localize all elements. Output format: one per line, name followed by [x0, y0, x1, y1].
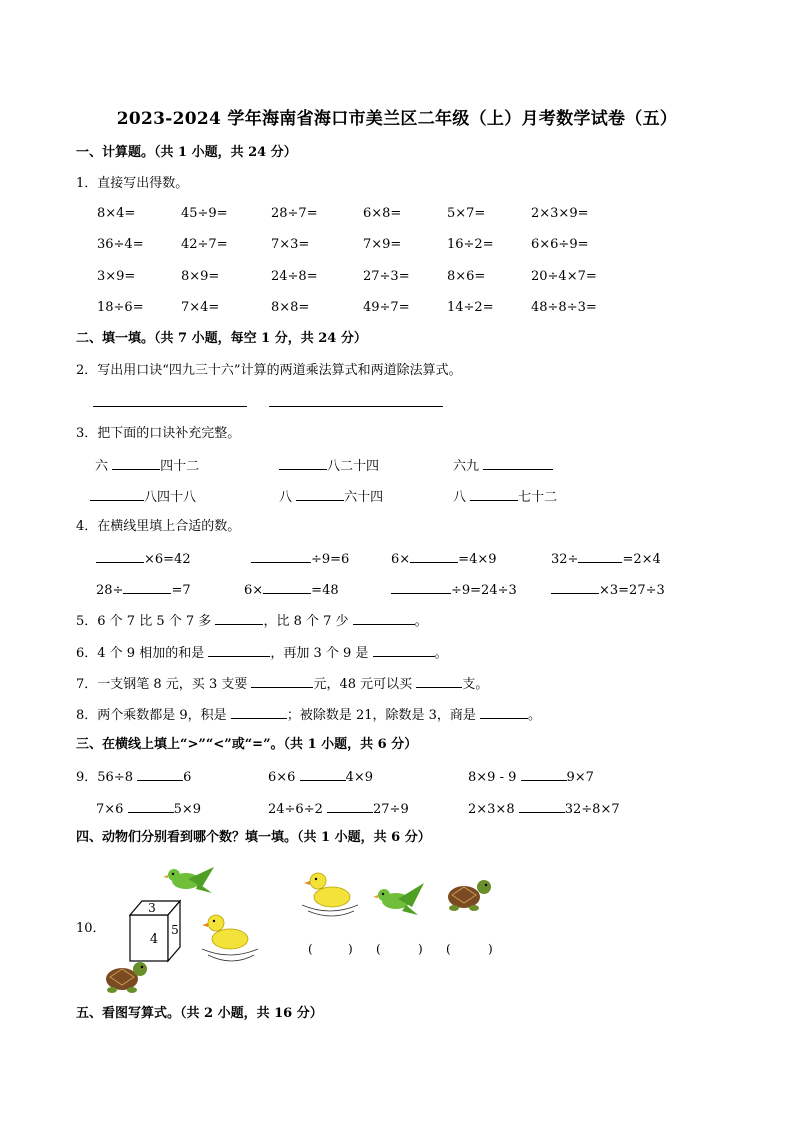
q7-line	[76, 675, 488, 693]
calc-item: 8×8=	[271, 300, 310, 315]
q3-item	[453, 457, 553, 475]
calc-item: 6×8=	[363, 206, 402, 221]
calc-item: 49÷7=	[363, 300, 410, 315]
text: 四十二	[160, 459, 200, 474]
blank[interactable]	[96, 550, 144, 563]
blank[interactable]	[112, 457, 160, 470]
text: 6×6	[268, 770, 296, 785]
text: 。	[434, 646, 448, 661]
answer-line[interactable]	[93, 406, 247, 407]
blank[interactable]	[215, 612, 263, 625]
text: ，比 8 个 7 少	[263, 614, 349, 629]
answer-paren-turtle[interactable]	[446, 942, 493, 956]
q10-label: 10．	[76, 921, 106, 936]
blank[interactable]	[279, 457, 327, 470]
q4-item	[551, 581, 665, 599]
calc-item: 7×3=	[271, 237, 310, 252]
text: 6×	[391, 552, 411, 567]
text: =4×9	[458, 552, 497, 567]
calc-item: 42÷7=	[181, 237, 228, 252]
text: 七十二	[518, 490, 558, 505]
q5-line	[76, 612, 428, 630]
blank[interactable]	[578, 550, 622, 563]
section-2-heading: 二、填一填。（共 7 小题，每空 1 分，共 24 分）	[76, 331, 367, 346]
text: 。	[528, 708, 542, 723]
text: 9×7	[566, 770, 594, 785]
blank[interactable]	[373, 644, 435, 657]
q6-line	[76, 644, 448, 662]
text: ×3=27÷3	[599, 583, 665, 598]
q4-item	[244, 581, 339, 599]
text: 6．4 个 9 相加的和是	[76, 646, 205, 661]
blank[interactable]	[353, 612, 415, 625]
calc-item: 6×6÷9=	[531, 237, 589, 252]
paren-right: )	[348, 942, 353, 956]
text: =2×4	[622, 552, 661, 567]
text: 元，48 元可以买	[313, 677, 413, 692]
q9-item	[468, 768, 594, 786]
q9-item	[268, 768, 373, 786]
calc-item: 7×9=	[363, 237, 402, 252]
blank[interactable]	[483, 457, 553, 470]
text: 八二十四	[327, 459, 380, 474]
calc-item: 20÷4×7=	[531, 269, 597, 284]
text: 。	[414, 614, 428, 629]
turtle-icon	[448, 880, 491, 911]
blank[interactable]	[123, 581, 171, 594]
duck-icon	[302, 873, 358, 916]
calc-item: 18÷6=	[97, 300, 144, 315]
calc-item: 14÷2=	[447, 300, 494, 315]
q4-item	[251, 550, 349, 568]
q9-item	[96, 800, 201, 818]
blank[interactable]	[251, 675, 313, 688]
text: 28÷	[96, 583, 124, 598]
bird-icon	[163, 867, 214, 893]
text: 6	[183, 770, 192, 785]
text: 7×6	[96, 802, 124, 817]
calc-item: 45÷9=	[181, 206, 228, 221]
q9-item	[268, 800, 409, 818]
text: 八	[279, 490, 293, 505]
paren-left: (	[308, 942, 313, 956]
text: 9．56÷8	[76, 770, 133, 785]
calc-item: 24÷8=	[271, 269, 318, 284]
section-5-heading: 五、看图写算式。（共 2 小题，共 16 分）	[76, 1006, 323, 1021]
text: 32÷8×7	[564, 802, 620, 817]
cube-top-number: 3	[148, 901, 156, 915]
text: ÷9=6	[311, 552, 350, 567]
text: 2×3×8	[468, 802, 515, 817]
blank[interactable]	[137, 768, 183, 781]
q2-stem: 2．写出用口诀“四九三十六”计算的两道乘法算式和两道除法算式。	[76, 363, 462, 378]
text: =48	[311, 583, 339, 598]
text: 六	[95, 459, 109, 474]
duck-icon	[202, 915, 258, 961]
section-4-heading: 四、动物们分别看到哪个数？填一填。（共 1 小题，共 6 分）	[76, 830, 431, 845]
cube-front-number: 4	[149, 932, 159, 947]
text: ，再加 3 个 9 是	[270, 646, 369, 661]
blank[interactable]	[300, 768, 346, 781]
blank[interactable]	[208, 644, 270, 657]
paren-left: (	[446, 942, 451, 956]
text: =7	[171, 583, 191, 598]
q3-item	[90, 488, 196, 506]
page-title: 2023-2024 学年海南省海口市美兰区二年级（上）月考数学试卷（五）	[116, 109, 678, 129]
text: 24÷6÷2	[268, 802, 323, 817]
q10-figure	[102, 857, 494, 999]
blank[interactable]	[416, 675, 462, 688]
blank[interactable]	[90, 488, 144, 501]
calc-item: 8×9=	[181, 269, 220, 284]
section-3-heading: 三、在横线上填上“>”“<”或“=”。（共 1 小题，共 6 分）	[76, 737, 418, 752]
cube-side-number: 5	[171, 923, 179, 937]
answer-paren-duck[interactable]	[308, 942, 353, 956]
q4-item	[96, 581, 191, 599]
blank[interactable]	[231, 706, 287, 719]
answer-paren-bird[interactable]	[376, 942, 423, 956]
calc-item: 7×4=	[181, 300, 220, 315]
blank[interactable]	[551, 581, 599, 594]
calc-item: 28÷7=	[271, 206, 318, 221]
cube	[130, 901, 180, 961]
text: 32÷	[551, 552, 579, 567]
text: 5．6 个 7 比 5 个 7 多	[76, 614, 212, 629]
q1-stem: 1．直接写出得数。	[76, 176, 189, 191]
text: 27÷9	[373, 802, 409, 817]
q3-item	[279, 488, 383, 506]
q4-item	[391, 581, 517, 599]
calc-item: 2×3×9=	[531, 206, 589, 221]
text: 5×9	[173, 802, 202, 817]
text: 支。	[462, 677, 489, 692]
text: ÷9=24÷3	[451, 583, 517, 598]
section-1-heading: 一、计算题。（共 1 小题，共 24 分）	[76, 145, 297, 160]
calc-item: 8×6=	[447, 269, 486, 284]
q4-item	[391, 550, 497, 568]
q3-item	[95, 457, 199, 475]
text: 4×9	[345, 770, 374, 785]
turtle-icon	[106, 962, 147, 993]
text: 6×	[244, 583, 264, 598]
calc-item: 27÷3=	[363, 269, 410, 284]
paren-left: (	[376, 942, 381, 956]
calc-item: 16÷2=	[447, 237, 494, 252]
text: 八	[453, 490, 467, 505]
blank[interactable]	[296, 488, 344, 501]
text: 7．一支钢笔 8 元，买 3 支要	[76, 677, 248, 692]
blank[interactable]	[480, 706, 528, 719]
blank[interactable]	[327, 800, 373, 813]
paren-right: )	[488, 942, 493, 956]
q9-item	[76, 768, 191, 786]
text: 六十四	[344, 490, 384, 505]
q4-item	[96, 550, 191, 568]
blank[interactable]	[521, 768, 567, 781]
calc-item: 5×7=	[447, 206, 486, 221]
text: ；被除数是 21，除数是 3，商是	[286, 708, 476, 723]
q3-stem: 3．把下面的口诀补充完整。	[76, 426, 241, 441]
text: 八四十八	[144, 490, 197, 505]
paren-right: )	[418, 942, 423, 956]
blank[interactable]	[128, 800, 174, 813]
q3-item	[453, 488, 557, 506]
blank[interactable]	[263, 581, 311, 594]
calc-item: 48÷8÷3=	[531, 300, 597, 315]
blank[interactable]	[391, 581, 451, 594]
q8-line	[76, 706, 541, 724]
calc-item: 8×4=	[97, 206, 136, 221]
text: 六九	[453, 459, 480, 474]
text: 8×9 - 9	[468, 770, 517, 785]
blank[interactable]	[410, 550, 458, 563]
q4-item	[551, 550, 661, 568]
blank[interactable]	[251, 550, 311, 563]
text: 8．两个乘数都是 9，积是	[76, 708, 227, 723]
answer-line[interactable]	[269, 406, 443, 407]
text: ×6=42	[144, 552, 191, 567]
q4-stem: 4．在横线里填上合适的数。	[76, 519, 241, 534]
blank[interactable]	[519, 800, 565, 813]
bird-icon	[373, 883, 424, 915]
blank[interactable]	[470, 488, 518, 501]
calc-item: 3×9=	[97, 269, 136, 284]
calc-item: 36÷4=	[97, 237, 144, 252]
q3-item	[279, 457, 379, 475]
q9-item	[468, 800, 620, 818]
